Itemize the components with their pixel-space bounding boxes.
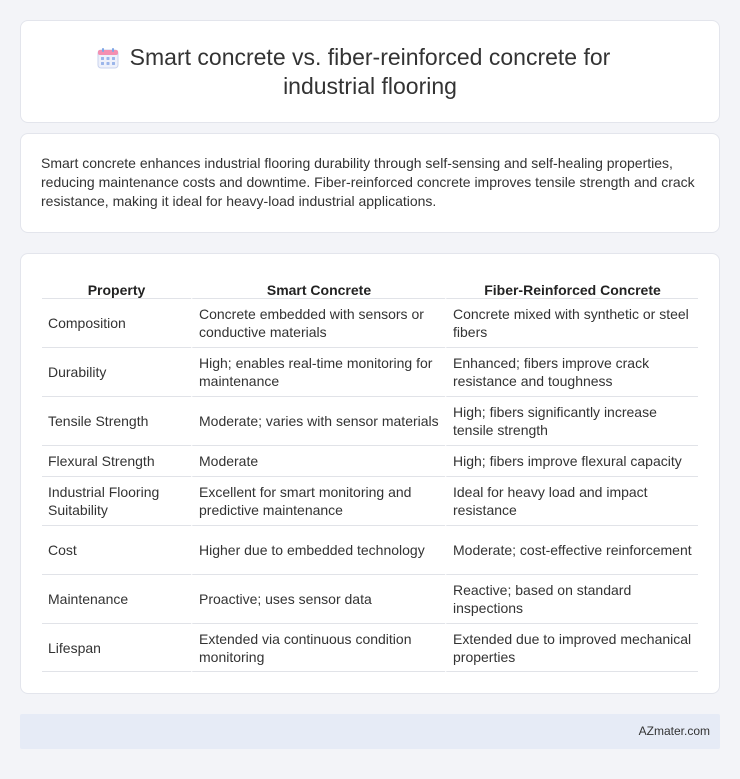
table-row <box>42 445 698 476</box>
cell-smart: Higher due to embedded technology <box>191 525 445 574</box>
footer-brand[interactable]: AZmater.com <box>638 724 710 738</box>
header-smart-concrete: Smart Concrete <box>191 276 445 298</box>
cell-smart: Extended via continuous condition monitoring <box>191 623 445 672</box>
table-row <box>42 525 698 574</box>
cell-property: Durability <box>42 347 191 396</box>
cell-property: Industrial Flooring Suitability <box>42 476 191 525</box>
comparison-card <box>20 253 720 694</box>
cell-fiber: Moderate; cost-effective reinforcement <box>445 525 698 574</box>
cell-smart: High; enables real-time monitoring for maintenance <box>191 347 445 396</box>
cell-smart: Proactive; uses sensor data <box>191 574 445 623</box>
cell-fiber: High; fibers significantly increase tensile strength <box>445 396 698 445</box>
table-row <box>42 476 698 525</box>
cell-fiber: Ideal for heavy load and impact resistance <box>445 476 698 525</box>
cell-smart: Moderate; varies with sensor materials <box>191 396 445 445</box>
table-row <box>42 623 698 672</box>
cell-property: Lifespan <box>42 623 191 672</box>
cell-fiber: Concrete mixed with synthetic or steel fibers <box>445 298 698 347</box>
table-header-row <box>42 276 698 298</box>
title-card <box>20 20 720 123</box>
cell-fiber: High; fibers improve flexural capacity <box>445 445 698 476</box>
cell-fiber: Enhanced; fibers improve crack resistance and toughness <box>445 347 698 396</box>
cell-smart: Excellent for smart monitoring and predictive maintenance <box>191 476 445 525</box>
table-row <box>42 574 698 623</box>
cell-property: Tensile Strength <box>42 396 191 445</box>
table-row <box>42 347 698 396</box>
table-row <box>42 298 698 347</box>
summary-text: Smart concrete enhances industrial flooring durability through self-sensing and self-healing properties, reducing maintenance costs and downtime. Fiber-reinforced concrete improves tensile strength and crack resistance, making it ideal for heavy-load industrial applications. <box>41 155 695 209</box>
cell-smart: Concrete embedded with sensors or conductive materials <box>191 298 445 347</box>
cell-property: Cost <box>42 525 191 574</box>
cell-property: Flexural Strength <box>42 445 191 476</box>
table-row <box>42 396 698 445</box>
cell-property: Maintenance <box>42 574 191 623</box>
comparison-table <box>42 276 698 672</box>
summary-card <box>20 133 720 233</box>
cell-property: Composition <box>42 298 191 347</box>
page-title: Smart concrete vs. fiber-reinforced concrete for industrial flooring <box>129 44 611 99</box>
cell-smart: Moderate <box>191 445 445 476</box>
header-property: Property <box>87 282 146 298</box>
cell-fiber: Extended due to improved mechanical properties <box>445 623 698 672</box>
header-fiber-reinforced: Fiber-Reinforced Concrete <box>445 276 698 298</box>
cell-fiber: Reactive; based on standard inspections <box>445 574 698 623</box>
footer-bar <box>20 714 720 749</box>
